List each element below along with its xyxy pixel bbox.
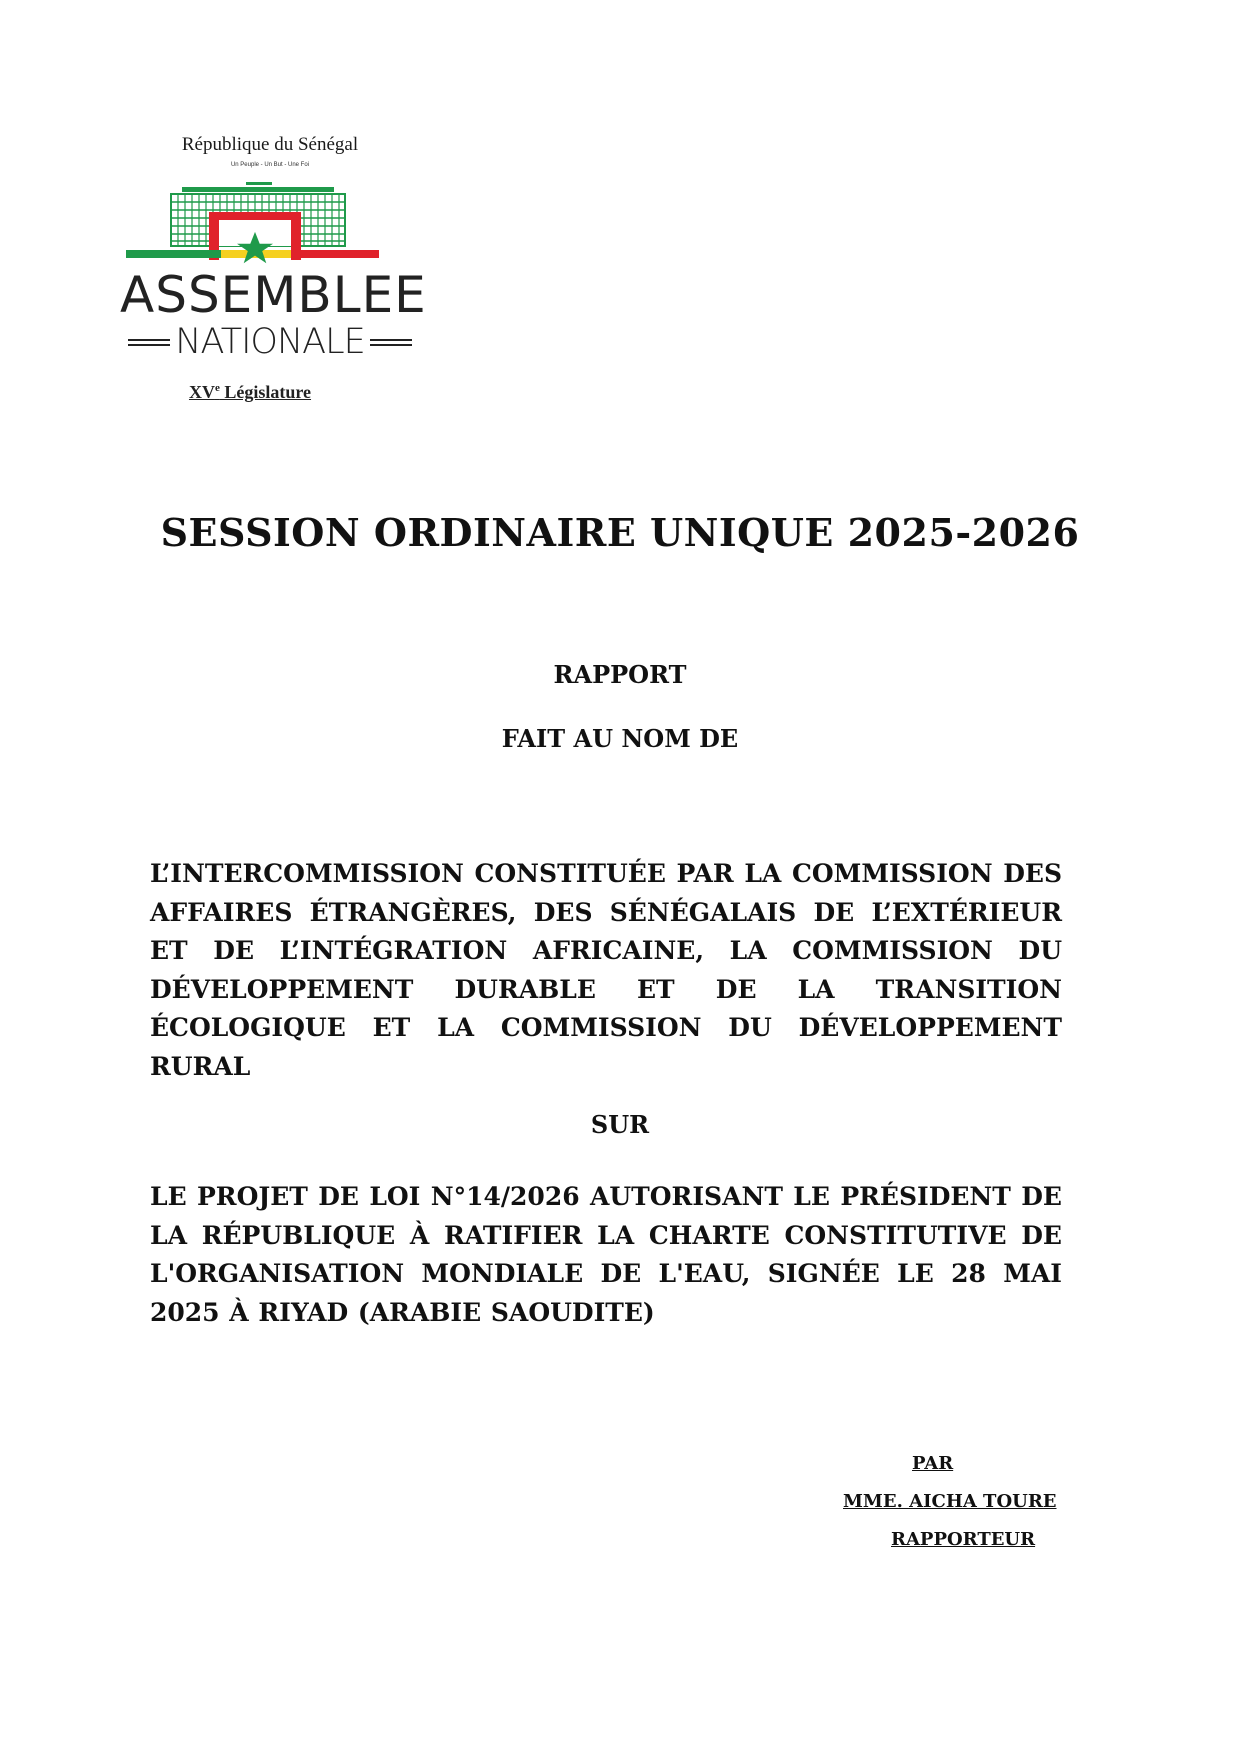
intercommission-paragraph: L’INTERCOMMISSION CONSTITUÉE PAR LA COMMISSION DES AFFAIRES ÉTRANGÈRES, DES SÉNÉGALAIS DE L’EXTÉRIEUR ET DE L’INTÉGRATION AFRICAINE, LA COMMISSION DU DÉVELOPPEMENT DURABLE ET DE LA TRANSITION ÉCOLOGIQUE ET LA COMMISSION DU DÉVELOPPEMENT RURAL <box>150 859 1062 1081</box>
signature-name: MME. AICHA TOURE <box>843 1491 1057 1512</box>
assemblee-nationale-logo <box>120 130 427 420</box>
logo-nationale-text: NATIONALE <box>175 321 365 362</box>
document-title: SESSION ORDINAIRE UNIQUE 2025-2026 <box>160 510 1080 555</box>
legislature-roman: XV <box>188 382 215 402</box>
signature-par: PAR <box>912 1453 954 1474</box>
logo-nationale-row <box>120 322 420 362</box>
logo-motto-text: Un Peuple - Un But - Une Foi <box>230 162 310 168</box>
legislature-word: Législature <box>219 382 312 402</box>
rapport-heading: RAPPORT <box>553 660 687 689</box>
legislature-label <box>120 382 380 403</box>
logo-left-rule <box>128 339 170 346</box>
fait-au-nom-heading: FAIT AU NOM DE <box>501 724 739 753</box>
sur-heading: SUR <box>590 1110 650 1139</box>
assembly-building-icon <box>126 178 416 268</box>
legislature-sup: e <box>214 382 220 394</box>
logo-republic-text: République du Sénégal <box>181 134 359 155</box>
projet-paragraph: LE PROJET DE LOI N°14/2026 AUTORISANT LE PRÉSIDENT DE LA RÉPUBLIQUE À RATIFIER LA CHARTE CONSTITUTIVE DE L'ORGANISATION MONDIALE DE L'EAU, SIGNÉE LE 28 MAI 2025 À RIYAD (ARABIE SAOUDITE) <box>150 1182 1062 1327</box>
logo-assemblee-text: ASSEMBLEE <box>120 266 427 324</box>
logo-right-rule <box>370 339 412 346</box>
signature-role: RAPPORTEUR <box>891 1529 1036 1550</box>
